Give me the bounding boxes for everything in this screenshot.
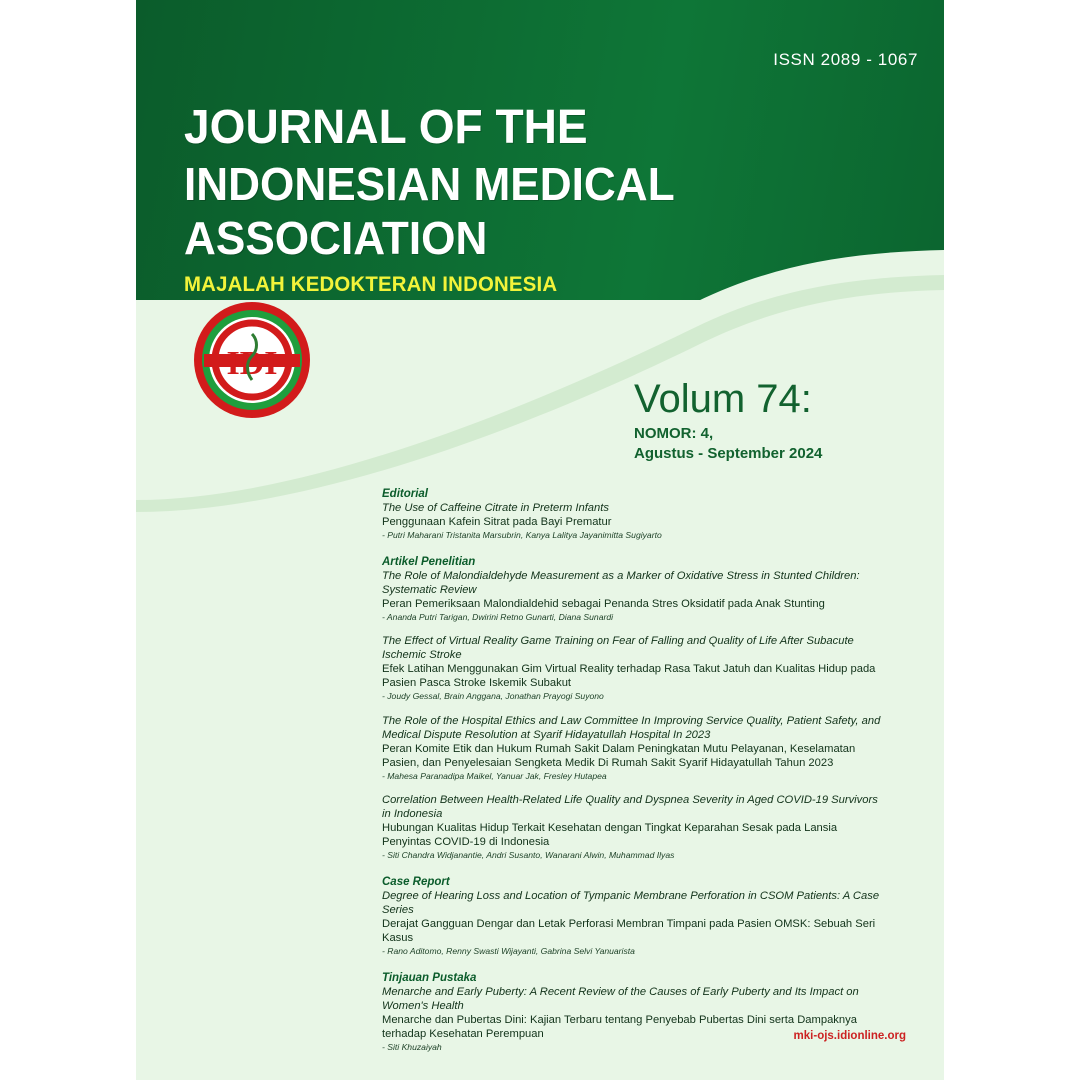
toc-entry-title-id: Derajat Gangguan Dengar dan Letak Perforasi Membran Timpani pada Pasien OMSK: Sebuah Seri Kasus: [382, 917, 876, 944]
toc-entry-title-id: Menarche dan Pubertas Dini: Kajian Terbaru tentang Penyebab Pubertas Dini serta Dampaknya terhadap Kesehatan Perempuan: [382, 1014, 857, 1041]
toc-entry: [382, 501, 882, 541]
toc-entry-authors: - Putri Maharani Tristanita Marsubrin, Kanya Lalitya Jayanimitta Sugiyarto: [382, 530, 662, 540]
journal-title-block: [184, 100, 924, 297]
toc-entry-authors: - Joudy Gessal, Brain Anggana, Jonathan Prayogi Suyono: [382, 691, 604, 702]
toc-section: [382, 556, 882, 861]
journal-website-link[interactable]: mki-ojs.idionline.org: [793, 1030, 906, 1042]
toc-entry-title-en: Menarche and Early Puberty: A Recent Review of the Causes of Early Puberty and Its Impact on Women's Health: [382, 986, 859, 1013]
journal-subtitle: MAJALAH KEDOKTERAN INDONESIA: [184, 273, 558, 297]
toc-entry-title-en: Correlation Between Health-Related Life Quality and Dyspnea Severity in Aged COVID-19 Survivors in Indonesia: [382, 793, 878, 820]
toc-entry-title-id: Peran Pemeriksaan Malondialdehid sebagai Penanda Stres Oksidatif pada Anak Stunting: [382, 598, 825, 611]
issn-text: ISSN 2089 - 1067: [773, 50, 918, 69]
toc-entry: [382, 985, 882, 1053]
toc-entry-title-id: Peran Komite Etik dan Hukum Rumah Sakit Dalam Peningkatan Mutu Pelayanan, Keselamatan Pasien, dan Penyelesaian Sengketa Medik Di Rumah Sakit Syarif Hidayatullah Tahun 2023: [382, 742, 856, 769]
toc-section: [382, 876, 882, 957]
toc-entry-authors: - Ananda Putri Tarigan, Dwirini Retno Gunarti, Diana Sunardi: [382, 612, 614, 623]
toc-section-heading: Case Report: [382, 875, 450, 888]
cover-artwork: [136, 0, 944, 1080]
toc-section-heading: Tinjauan Pustaka: [382, 972, 477, 985]
toc-entry: [382, 889, 882, 957]
svg-text:IDI: IDI: [226, 345, 278, 382]
toc-entry-title-id: Hubungan Kualitas Hidup Terkait Kesehatan dengan Tingkat Keparahan Sesak pada Lansia Penyintas COVID-19 di Indonesia: [382, 821, 838, 848]
toc-entry: [382, 714, 882, 782]
toc-entry-title-en: The Use of Caffeine Citrate in Preterm Infants: [382, 502, 609, 514]
issue-date: Agustus - September 2024: [634, 445, 823, 463]
volume-number: Volum 74:: [634, 377, 812, 421]
toc-section: [382, 488, 882, 541]
toc-entry: [382, 569, 882, 623]
toc-entry-title-en: Degree of Hearing Loss and Location of Tympanic Membrane Perforation in CSOM Patients: A Case Series: [382, 889, 880, 916]
volume-info: [634, 378, 822, 465]
idi-logo-icon: [192, 300, 312, 420]
journal-title-line-2: INDONESIAN MEDICAL ASSOCIATION: [184, 157, 674, 264]
toc-entry-authors: - Mahesa Paranadipa Maikel, Yanuar Jak, Fresley Hutapea: [382, 770, 607, 781]
page-right-margin: [944, 0, 1080, 1080]
toc-section-heading: Artikel Penelitian: [382, 556, 476, 569]
issue-number: NOMOR: 4,: [634, 425, 714, 442]
toc-entry-title-en: The Role of the Hospital Ethics and Law Committee In Improving Service Quality, Patient Safety, and Medical Dispute Resolution at Syarif Hidayatullah Hospital In 2023: [382, 714, 881, 741]
journal-title-line-1: JOURNAL OF THE: [184, 101, 588, 154]
toc-entry-authors: - Rano Aditomo, Renny Swasti Wijayanti, Gabrina Selvi Yanuarista: [382, 945, 635, 956]
toc-entry-authors: - Siti Chandra Widjanantie, Andri Susanto, Wanarani Alwin, Muhammad Ilyas: [382, 849, 675, 860]
page-left-margin: [0, 0, 136, 1080]
toc-entry: [382, 634, 882, 702]
toc-entry-title-id: Efek Latihan Menggunakan Gim Virtual Reality terhadap Rasa Takut Jatuh dan Kualitas Hidup pada Pasien Pasca Stroke Iskemik Subakut: [382, 663, 876, 690]
toc-entry-title-en: The Effect of Virtual Reality Game Training on Fear of Falling and Quality of Life After Subacute Ischemic Stroke: [382, 635, 854, 662]
toc-section-heading: Editorial: [382, 488, 429, 500]
toc-entry-title-en: The Role of Malondialdehyde Measurement as a Marker of Oxidative Stress in Stunted Children: Systematic Review: [382, 570, 860, 597]
toc-entry-authors: - Siti Khuzaiyah: [382, 1042, 442, 1053]
toc-entry-title-id: Penggunaan Kafein Sitrat pada Bayi Prematur: [382, 516, 612, 528]
table-of-contents: [382, 488, 882, 1068]
toc-entry: [382, 793, 882, 861]
